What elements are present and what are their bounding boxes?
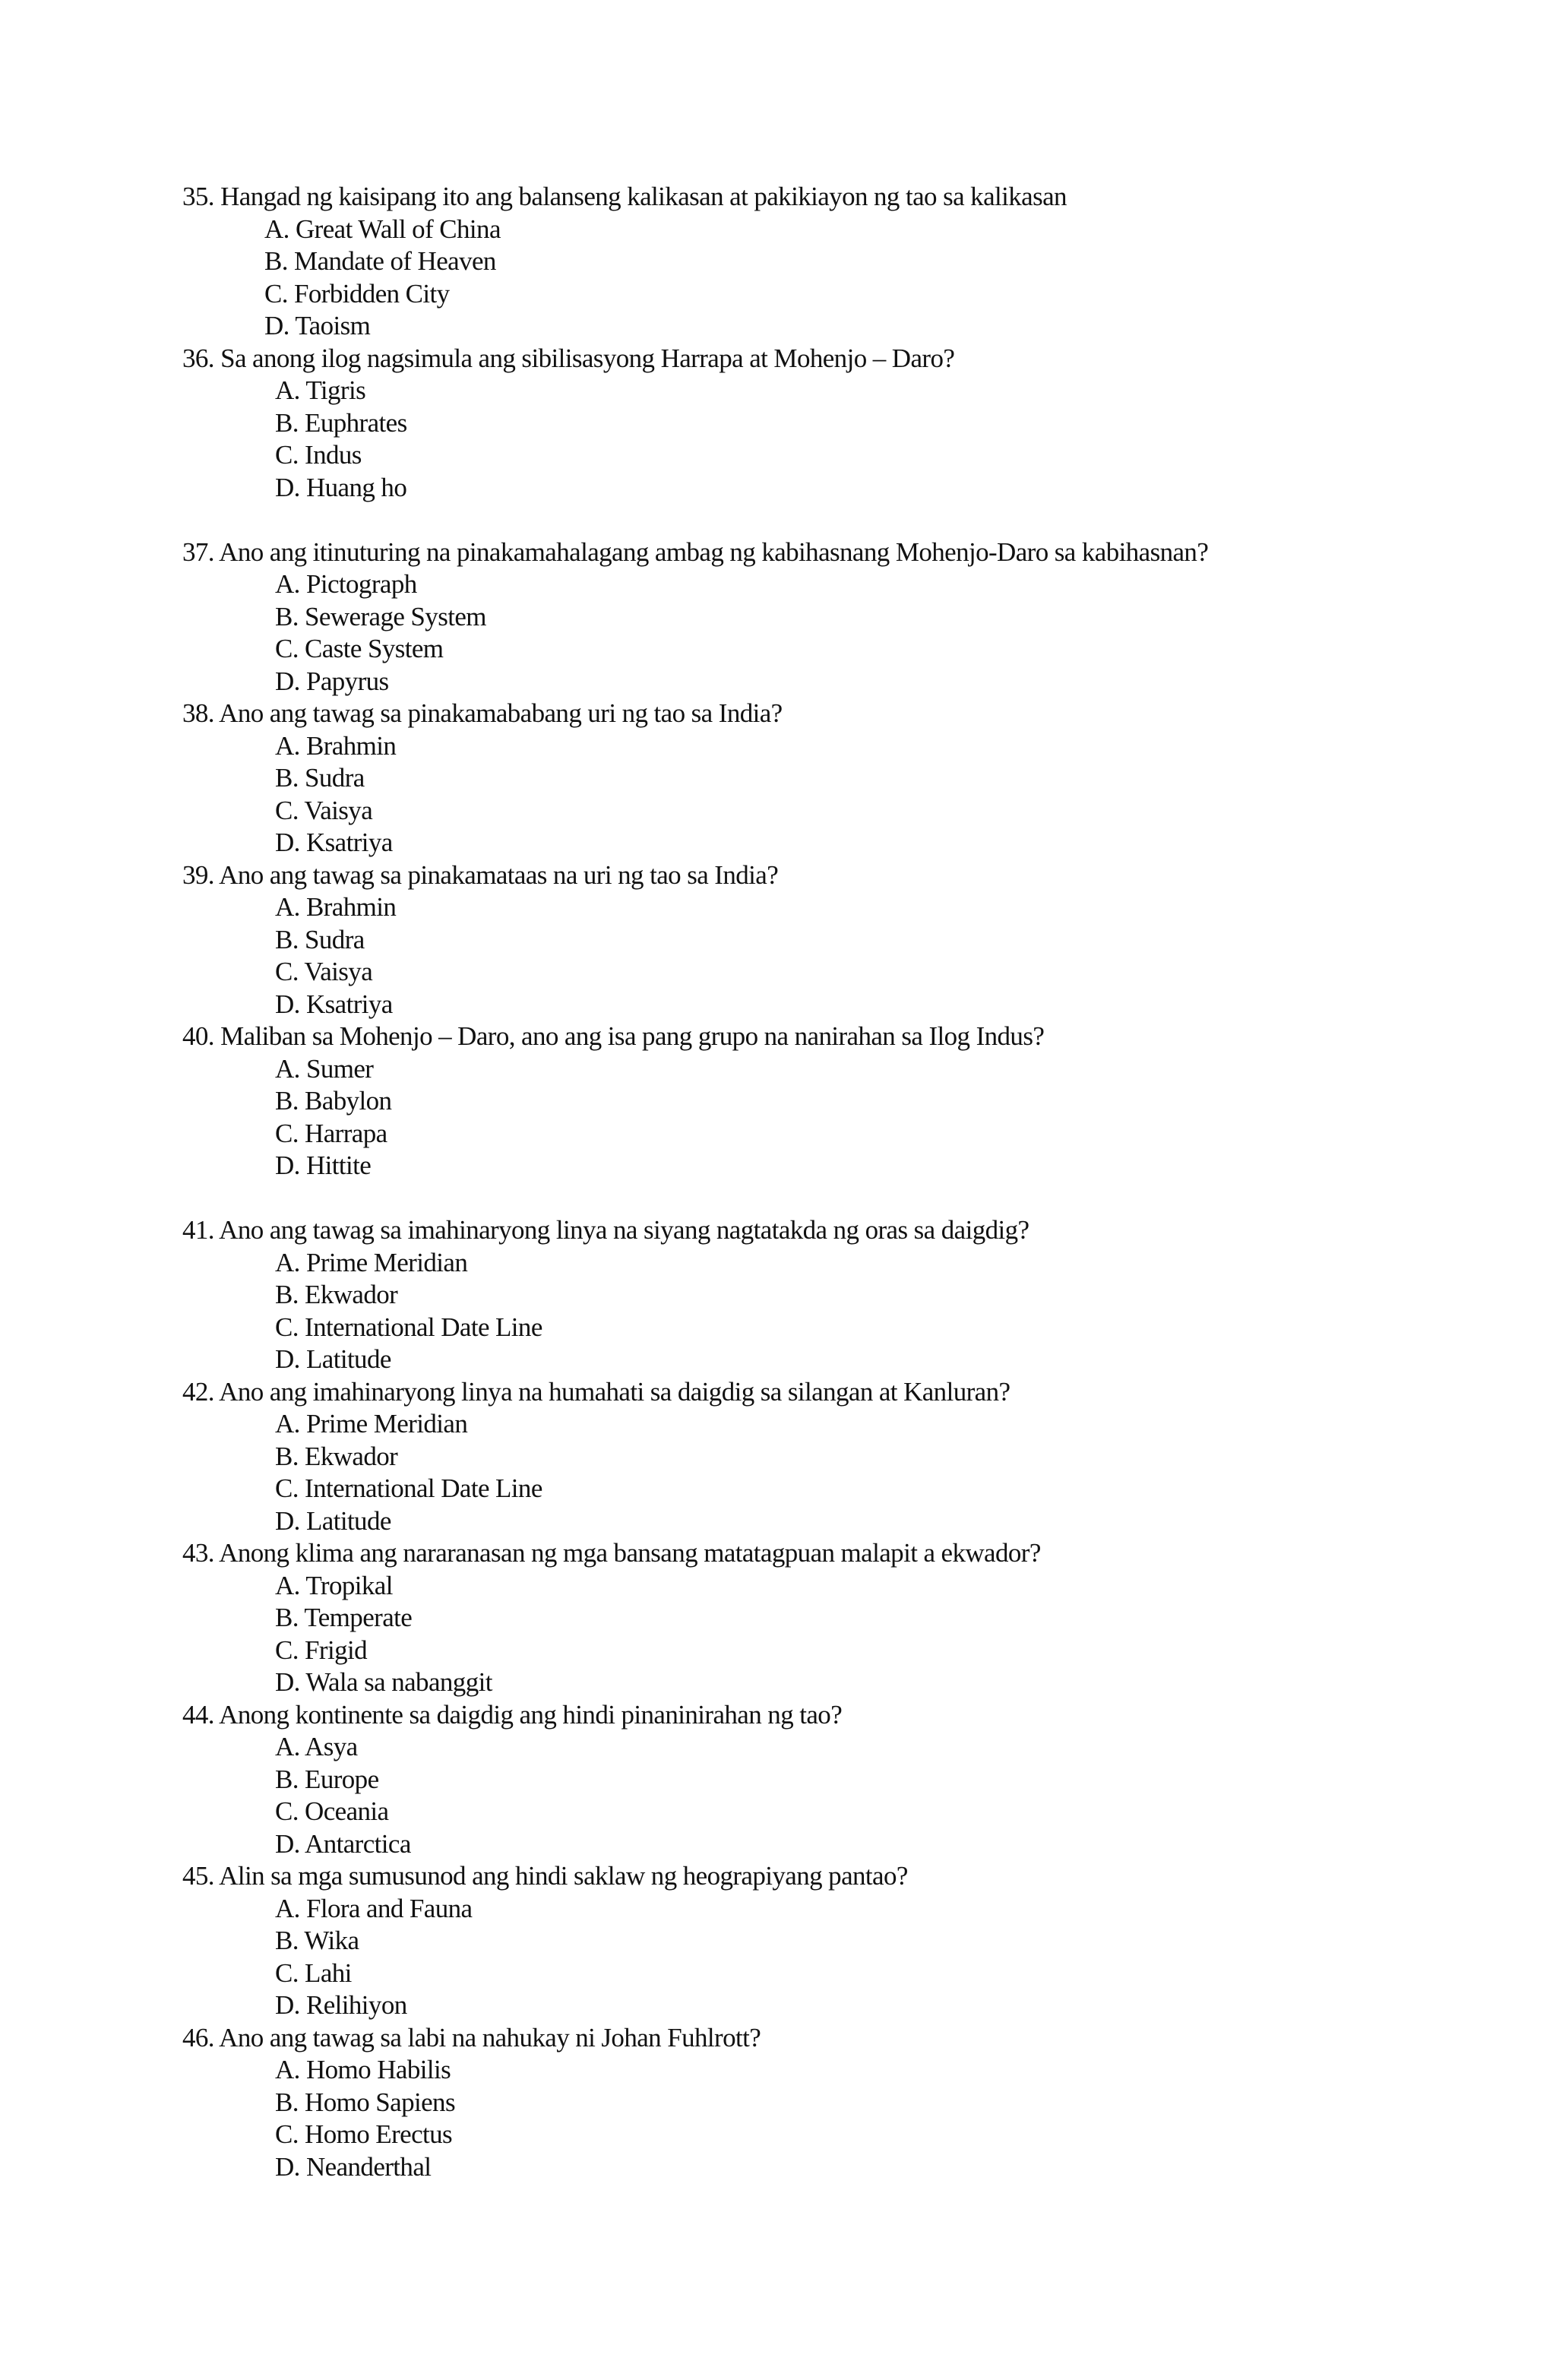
question-38-option-d: D. Ksatriya [275, 828, 393, 857]
question-35-option-b: B. Mandate of Heaven [264, 246, 496, 276]
question-35-option-c: C. Forbidden City [264, 279, 450, 309]
question-40-option-b: B. Babylon [275, 1086, 392, 1116]
question-37-option-b: B. Sewerage System [275, 602, 486, 631]
question-36-text: 36. Sa anong ilog nagsimula ang sibilisasyong Harrapa at Mohenjo – Daro? [182, 343, 955, 373]
question-45-option-a: A. Flora and Fauna [275, 1894, 473, 1923]
question-39-option-d: D. Ksatriya [275, 989, 393, 1019]
question-39-option-b: B. Sudra [275, 925, 365, 954]
question-45-option-b: B. Wika [275, 1926, 359, 1955]
question-43-option-d: D. Wala sa nabanggit [275, 1667, 492, 1697]
question-43-option-a: A. Tropikal [275, 1571, 393, 1600]
question-46-option-b: B. Homo Sapiens [275, 2087, 455, 2117]
question-42-option-c: C. International Date Line [275, 1473, 542, 1503]
question-43-option-b: B. Temperate [275, 1603, 413, 1632]
question-35-option-d: D. Taoism [264, 311, 371, 340]
question-40-text: 40. Maliban sa Mohenjo – Daro, ano ang isa pang grupo na nanirahan sa Ilog Indus? [182, 1021, 1045, 1051]
question-41-option-d: D. Latitude [275, 1344, 391, 1374]
question-38-option-c: C. Vaisya [275, 796, 373, 825]
question-37-option-d: D. Papyrus [275, 666, 389, 696]
question-45-text: 45. Alin sa mga sumusunod ang hindi saklaw ng heograpiyang pantao? [182, 1861, 908, 1891]
question-41-option-c: C. International Date Line [275, 1312, 542, 1342]
question-43-option-c: C. Frigid [275, 1635, 368, 1665]
question-36-option-d: D. Huang ho [275, 473, 407, 502]
question-44-option-b: B. Europe [275, 1764, 379, 1794]
question-35-text: 35. Hangad ng kaisipang ito ang balanseng kalikasan at pakikiayon ng tao sa kalikasan [182, 182, 1067, 211]
question-39-option-a: A. Brahmin [275, 892, 397, 922]
question-44-option-c: C. Oceania [275, 1796, 389, 1826]
question-39-text: 39. Ano ang tawag sa pinakamataas na uri ng tao sa India? [182, 860, 779, 890]
question-41-text: 41. Ano ang tawag sa imahinaryong linya na siyang nagtatakda ng oras sa daigdig? [182, 1215, 1029, 1245]
question-40-option-c: C. Harrapa [275, 1119, 387, 1148]
question-46-option-d: D. Neanderthal [275, 2152, 432, 2182]
question-38-option-b: B. Sudra [275, 763, 365, 793]
question-42-text: 42. Ano ang imahinaryong linya na humahati sa daigdig sa silangan at Kanluran? [182, 1377, 1010, 1407]
question-41-option-a: A. Prime Meridian [275, 1248, 468, 1277]
question-37-option-a: A. Pictograph [275, 569, 417, 599]
question-38-option-a: A. Brahmin [275, 731, 397, 761]
question-46-option-a: A. Homo Habilis [275, 2055, 451, 2084]
question-39-option-c: C. Vaisya [275, 957, 373, 986]
question-42-option-d: D. Latitude [275, 1506, 391, 1536]
question-43-text: 43. Anong klima ang nararanasan ng mga bansang matatagpuan malapit a ekwador? [182, 1538, 1041, 1568]
question-40-option-d: D. Hittite [275, 1150, 372, 1180]
question-44-option-a: A. Asya [275, 1732, 358, 1761]
question-42-option-b: B. Ekwador [275, 1442, 398, 1471]
question-45-option-c: C. Lahi [275, 1958, 352, 1988]
question-41-option-b: B. Ekwador [275, 1280, 398, 1309]
question-40-option-a: A. Sumer [275, 1054, 374, 1084]
question-46-option-c: C. Homo Erectus [275, 2119, 453, 2149]
question-37-option-c: C. Caste System [275, 634, 444, 663]
question-44-option-d: D. Antarctica [275, 1829, 411, 1859]
question-45-option-d: D. Relihiyon [275, 1990, 407, 2020]
question-38-text: 38. Ano ang tawag sa pinakamababang uri ng tao sa India? [182, 698, 783, 728]
question-36-option-c: C. Indus [275, 440, 362, 470]
question-42-option-a: A. Prime Meridian [275, 1409, 468, 1438]
question-44-text: 44. Anong kontinente sa daigdig ang hindi pinaninirahan ng tao? [182, 1700, 843, 1730]
question-35-option-a: A. Great Wall of China [264, 214, 501, 244]
question-36-option-a: A. Tigris [275, 375, 366, 405]
question-46-text: 46. Ano ang tawag sa labi na nahukay ni Johan Fuhlrott? [182, 2023, 761, 2052]
question-36-option-b: B. Euphrates [275, 408, 407, 438]
question-37-text: 37. Ano ang itinuturing na pinakamahalagang ambag ng kabihasnang Mohenjo-Daro sa kabihasnan? [182, 537, 1209, 567]
